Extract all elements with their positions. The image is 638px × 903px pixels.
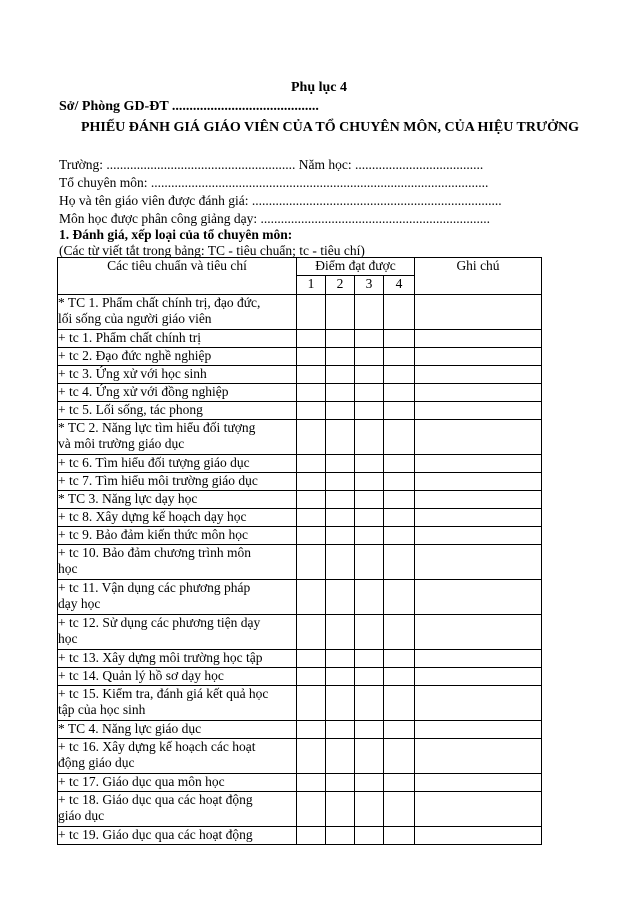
score-cell[interactable] xyxy=(355,491,384,509)
score-cell[interactable] xyxy=(297,295,326,330)
score-cell[interactable] xyxy=(384,473,415,491)
score-cell[interactable] xyxy=(384,545,415,580)
score-cell[interactable] xyxy=(355,509,384,527)
note-cell[interactable] xyxy=(415,509,542,527)
form-title: PHIẾU ĐÁNH GIÁ GIÁO VIÊN CỦA TỔ CHUYÊN MÔN, CỦA HIỆU TRƯỞNG xyxy=(80,120,580,135)
score-cell[interactable] xyxy=(326,491,355,509)
score-cell[interactable] xyxy=(384,330,415,348)
score-cell[interactable] xyxy=(297,686,326,721)
table-row xyxy=(58,509,542,527)
score-cell[interactable] xyxy=(355,330,384,348)
criterion-label xyxy=(58,509,297,527)
score-cell[interactable] xyxy=(326,615,355,650)
criteria-rows xyxy=(58,295,542,845)
criterion-label xyxy=(58,295,297,330)
score-cell[interactable] xyxy=(326,420,355,455)
note-cell[interactable] xyxy=(415,491,542,509)
note-cell[interactable] xyxy=(415,774,542,792)
criterion-label xyxy=(58,455,297,473)
criterion-label xyxy=(58,686,297,721)
score-col-4: 4 xyxy=(384,275,415,294)
score-cell[interactable] xyxy=(384,615,415,650)
note-cell[interactable] xyxy=(415,792,542,827)
criterion-line: học xyxy=(58,561,78,576)
score-cell[interactable] xyxy=(384,792,415,827)
score-cell[interactable] xyxy=(297,473,326,491)
assigned-subject-field: Môn học được phân công giảng dạy: .................................................................... xyxy=(59,211,491,226)
criterion-line: + tc 16. Xây dựng kế hoạch các hoạt xyxy=(58,739,256,754)
criterion-line: + tc 14. Quản lý hồ sơ dạy học xyxy=(58,668,224,683)
criterion-label xyxy=(58,402,297,420)
criterion-label xyxy=(58,348,297,366)
criterion-line: + tc 13. Xây dựng môi trường học tập xyxy=(58,650,263,665)
subject-group-field: Tổ chuyên môn: .................................................................................................... xyxy=(59,175,489,190)
table-row xyxy=(58,721,542,739)
table-row xyxy=(58,527,542,545)
score-cell[interactable] xyxy=(326,580,355,615)
appendix-label: Phụ lục 4 xyxy=(290,80,347,95)
score-cell[interactable] xyxy=(384,348,415,366)
criterion-line: + tc 3. Ứng xử với học sinh xyxy=(58,366,207,381)
criterion-line: * TC 4. Năng lực giáo dục xyxy=(58,721,202,736)
score-col-1: 1 xyxy=(297,275,326,294)
criterion-label xyxy=(58,774,297,792)
score-cell[interactable] xyxy=(297,402,326,420)
criterion-label xyxy=(58,545,297,580)
score-cell[interactable] xyxy=(384,580,415,615)
score-cell[interactable] xyxy=(384,739,415,774)
score-cell[interactable] xyxy=(384,295,415,330)
score-cell[interactable] xyxy=(297,774,326,792)
criterion-label xyxy=(58,491,297,509)
score-cell[interactable] xyxy=(326,295,355,330)
criterion-line: + tc 2. Đạo đức nghề nghiệp xyxy=(58,348,212,363)
section-heading: 1. Đánh giá, xếp loại của tổ chuyên môn: xyxy=(59,227,293,242)
score-cell[interactable] xyxy=(355,527,384,545)
score-cell[interactable] xyxy=(384,366,415,384)
score-cell[interactable] xyxy=(384,827,415,845)
criterion-line: và môi trường giáo dục xyxy=(58,436,185,451)
note-cell[interactable] xyxy=(415,686,542,721)
score-cell[interactable] xyxy=(355,473,384,491)
score-cell[interactable] xyxy=(297,455,326,473)
criterion-line: * TC 3. Năng lực dạy học xyxy=(58,491,198,506)
note-cell[interactable] xyxy=(415,545,542,580)
score-cell[interactable] xyxy=(384,402,415,420)
criterion-line: + tc 17. Giáo dục qua môn học xyxy=(58,774,225,789)
table-row xyxy=(58,295,542,330)
note-cell[interactable] xyxy=(415,330,542,348)
note-cell[interactable] xyxy=(415,366,542,384)
score-cell[interactable] xyxy=(326,527,355,545)
score-cell[interactable] xyxy=(384,384,415,402)
criterion-line: * TC 2. Năng lực tìm hiểu đối tượng xyxy=(58,420,256,435)
score-cell[interactable] xyxy=(355,827,384,845)
criterion-label xyxy=(58,527,297,545)
score-cell[interactable] xyxy=(355,545,384,580)
table-row xyxy=(58,668,542,686)
department-line: Sở/ Phòng GD-ĐT .......................................... xyxy=(59,99,319,114)
criterion-line: + tc 10. Bảo đảm chương trình môn xyxy=(58,545,252,560)
criterion-label xyxy=(58,420,297,455)
score-cell[interactable] xyxy=(326,330,355,348)
evaluation-table xyxy=(57,257,542,845)
note-cell[interactable] xyxy=(415,739,542,774)
table-row xyxy=(58,545,542,580)
score-cell[interactable] xyxy=(297,792,326,827)
score-cell[interactable] xyxy=(326,455,355,473)
criterion-line: động giáo dục xyxy=(58,755,135,770)
score-cell[interactable] xyxy=(297,491,326,509)
criterion-line: + tc 1. Phẩm chất chính trị xyxy=(58,330,201,345)
table-row xyxy=(58,473,542,491)
note-cell[interactable] xyxy=(415,615,542,650)
score-cell[interactable] xyxy=(355,650,384,668)
score-cell[interactable] xyxy=(384,668,415,686)
score-cell[interactable] xyxy=(326,473,355,491)
score-cell[interactable] xyxy=(384,650,415,668)
note-cell[interactable] xyxy=(415,827,542,845)
score-cell[interactable] xyxy=(355,668,384,686)
score-cell[interactable] xyxy=(326,739,355,774)
score-cell[interactable] xyxy=(355,420,384,455)
criterion-label xyxy=(58,366,297,384)
score-cell[interactable] xyxy=(297,721,326,739)
score-cell[interactable] xyxy=(326,721,355,739)
note-cell[interactable] xyxy=(415,721,542,739)
criterion-label xyxy=(58,384,297,402)
table-row xyxy=(58,384,542,402)
table-row xyxy=(58,827,542,845)
score-cell[interactable] xyxy=(355,792,384,827)
criterion-line: + tc 19. Giáo dục qua các hoạt động xyxy=(58,827,253,842)
table-row xyxy=(58,774,542,792)
criterion-label xyxy=(58,668,297,686)
criterion-line: + tc 18. Giáo dục qua các hoạt động xyxy=(58,792,253,807)
score-cell[interactable] xyxy=(326,402,355,420)
criterion-label xyxy=(58,615,297,650)
score-cell[interactable] xyxy=(297,580,326,615)
score-cell[interactable] xyxy=(326,827,355,845)
criterion-line: + tc 8. Xây dựng kế hoạch dạy học xyxy=(58,509,247,524)
criterion-label xyxy=(58,721,297,739)
score-cell[interactable] xyxy=(297,384,326,402)
criterion-line: + tc 11. Vận dụng các phương pháp xyxy=(58,580,251,595)
score-cell[interactable] xyxy=(355,402,384,420)
note-cell[interactable] xyxy=(415,455,542,473)
score-cell[interactable] xyxy=(355,686,384,721)
criterion-line: + tc 15. Kiểm tra, đánh giá kết quả học xyxy=(58,686,269,701)
criterion-line: tập của học sinh xyxy=(58,702,146,717)
criterion-line: giáo dục xyxy=(58,808,105,823)
criterion-line: * TC 1. Phẩm chất chính trị, đạo đức, xyxy=(58,295,261,310)
score-cell[interactable] xyxy=(355,384,384,402)
score-cell[interactable] xyxy=(297,827,326,845)
score-cell[interactable] xyxy=(384,721,415,739)
score-header: Điểm đạt được xyxy=(297,258,415,276)
score-cell[interactable] xyxy=(297,348,326,366)
table-row xyxy=(58,686,542,721)
score-cell[interactable] xyxy=(384,491,415,509)
criterion-line: dạy học xyxy=(58,596,101,611)
score-cell[interactable] xyxy=(326,509,355,527)
table-row xyxy=(58,348,542,366)
score-cell[interactable] xyxy=(297,509,326,527)
criterion-label xyxy=(58,739,297,774)
table-row xyxy=(58,792,542,827)
score-cell[interactable] xyxy=(297,615,326,650)
note-cell[interactable] xyxy=(415,295,542,330)
score-cell[interactable] xyxy=(355,366,384,384)
score-cell[interactable] xyxy=(355,615,384,650)
table-row xyxy=(58,650,542,668)
score-cell[interactable] xyxy=(355,721,384,739)
abbreviation-note: (Các từ viết tắt trong bảng: TC - tiêu chuẩn; tc - tiêu chí) xyxy=(59,243,365,258)
criterion-line: + tc 5. Lối sống, tác phong xyxy=(58,402,203,417)
score-cell[interactable] xyxy=(355,739,384,774)
criterion-line: + tc 6. Tìm hiểu đối tượng giáo dục xyxy=(58,455,250,470)
note-cell[interactable] xyxy=(415,668,542,686)
criterion-line: + tc 4. Ứng xử với đồng nghiệp xyxy=(58,384,229,399)
criteria-header: Các tiêu chuẩn và tiêu chí xyxy=(58,258,297,295)
table-row xyxy=(58,739,542,774)
score-cell[interactable] xyxy=(384,420,415,455)
criterion-label xyxy=(58,580,297,615)
score-cell[interactable] xyxy=(355,295,384,330)
table-row xyxy=(58,420,542,455)
note-cell[interactable] xyxy=(415,527,542,545)
criterion-line: học xyxy=(58,631,78,646)
score-cell[interactable] xyxy=(384,527,415,545)
score-cell[interactable] xyxy=(384,455,415,473)
score-cell[interactable] xyxy=(326,366,355,384)
score-cell[interactable] xyxy=(384,686,415,721)
table-row xyxy=(58,491,542,509)
note-cell[interactable] xyxy=(415,580,542,615)
criterion-line: + tc 12. Sử dụng các phương tiện dạy xyxy=(58,615,261,630)
score-cell[interactable] xyxy=(297,420,326,455)
criterion-label xyxy=(58,650,297,668)
score-cell[interactable] xyxy=(355,774,384,792)
note-header: Ghi chú xyxy=(415,258,542,295)
teacher-name-field: Họ và tên giáo viên được đánh giá: .......................................................................... xyxy=(59,193,502,208)
score-cell[interactable] xyxy=(326,545,355,580)
score-cell[interactable] xyxy=(297,527,326,545)
score-cell[interactable] xyxy=(326,348,355,366)
note-cell[interactable] xyxy=(415,402,542,420)
table-row xyxy=(58,455,542,473)
criterion-line: + tc 9. Bảo đảm kiến thức môn học xyxy=(58,527,249,542)
table-row xyxy=(58,402,542,420)
table-row xyxy=(58,366,542,384)
criterion-label xyxy=(58,827,297,845)
score-cell[interactable] xyxy=(297,366,326,384)
note-cell[interactable] xyxy=(415,420,542,455)
score-cell[interactable] xyxy=(326,384,355,402)
score-cell[interactable] xyxy=(384,774,415,792)
score-cell[interactable] xyxy=(297,650,326,668)
note-cell[interactable] xyxy=(415,348,542,366)
note-cell[interactable] xyxy=(415,384,542,402)
school-year-field: Trường: ........................................................ Năm học: ...................................... xyxy=(59,157,484,172)
criterion-label xyxy=(58,792,297,827)
table-row xyxy=(58,615,542,650)
note-cell[interactable] xyxy=(415,650,542,668)
score-cell[interactable] xyxy=(326,668,355,686)
score-cell[interactable] xyxy=(384,509,415,527)
score-cell[interactable] xyxy=(355,455,384,473)
score-cell[interactable] xyxy=(297,330,326,348)
note-cell[interactable] xyxy=(415,473,542,491)
criterion-line: lối sống của người giáo viên xyxy=(58,311,212,326)
score-col-3: 3 xyxy=(355,275,384,294)
criterion-line: + tc 7. Tìm hiểu môi trường giáo dục xyxy=(58,473,258,488)
score-cell[interactable] xyxy=(297,668,326,686)
table-row xyxy=(58,580,542,615)
score-cell[interactable] xyxy=(355,348,384,366)
score-cell[interactable] xyxy=(326,650,355,668)
score-cell[interactable] xyxy=(326,774,355,792)
score-cell[interactable] xyxy=(297,545,326,580)
score-col-2: 2 xyxy=(326,275,355,294)
table-row xyxy=(58,330,542,348)
score-cell[interactable] xyxy=(297,739,326,774)
score-cell[interactable] xyxy=(326,792,355,827)
criterion-label xyxy=(58,330,297,348)
score-cell[interactable] xyxy=(326,686,355,721)
criterion-label xyxy=(58,473,297,491)
score-cell[interactable] xyxy=(355,580,384,615)
